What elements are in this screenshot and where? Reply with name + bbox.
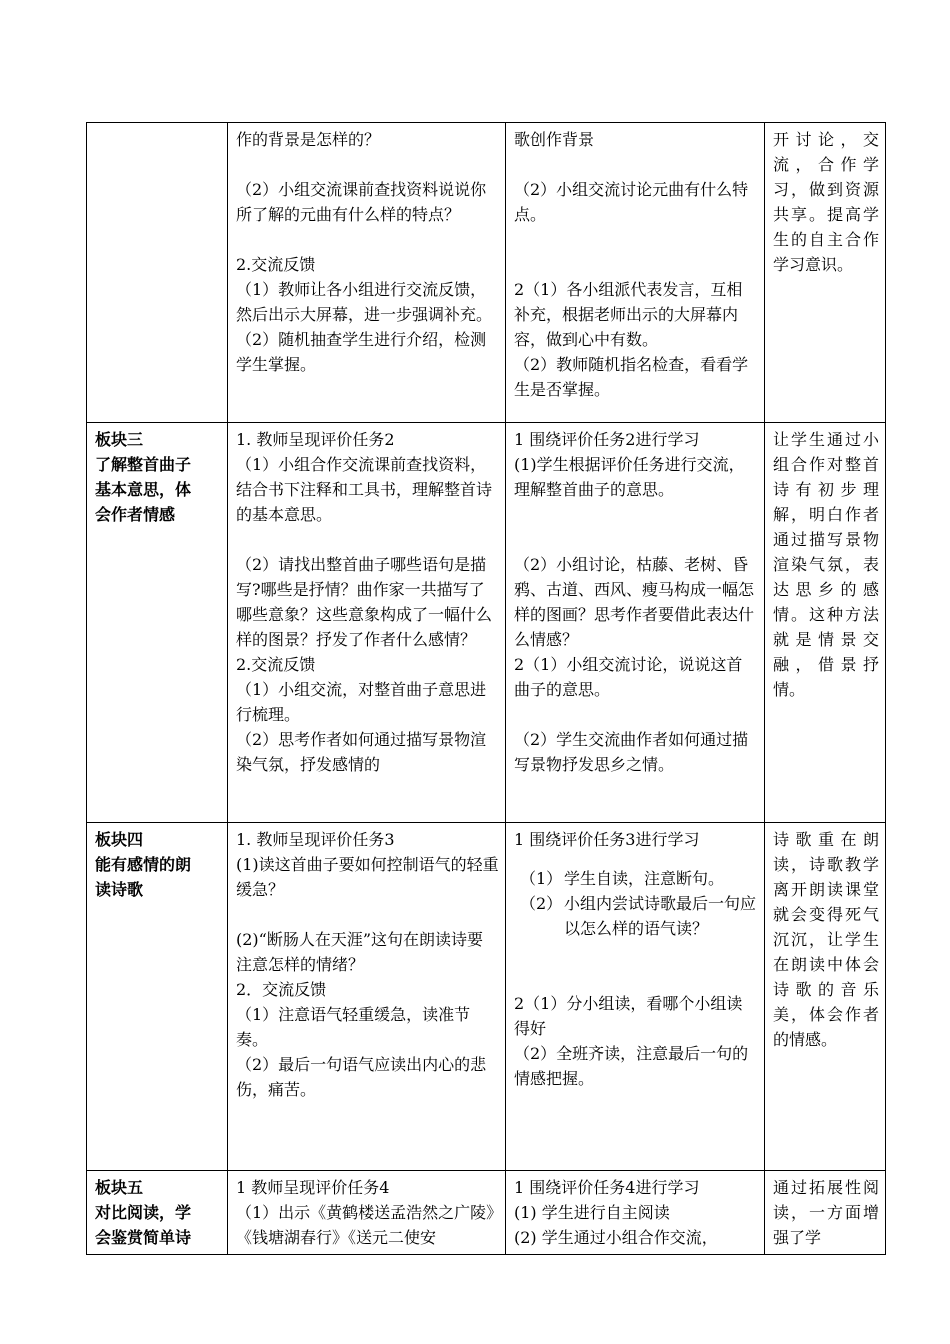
teacher-activity-cell: 1. 教师呈现评价任务2 （1）小组合作交流课前查找资料，结合书下注释和工具书，理解整首诗的基本意思。 （2）请找出整首曲子哪些语句是描写?哪些是抒情？曲作家一共描写了哪些意象？这些意象构成了一幅什么样的图景？抒发了作者什么感情？ 2.交流反馈 （1）小组交流，对整首曲子意思进行梳理。 （2）思考作者如何通过描写景物渲染气氛，抒发感情的 (228, 423, 506, 823)
design-intent-cell: 开讨论，交流，合作学习，做到资源共享。提高学生的自主合作学习意识。 (765, 123, 886, 423)
section-cell (87, 123, 228, 423)
student-activity-cell: 1 围绕评价任务4进行学习 (1) 学生进行自主阅读 (2) 学生通过小组合作交流， (506, 1171, 765, 1255)
student-activity-cell: 歌创作背景 （2）小组交流讨论元曲有什么特点。 2（1）各小组派代表发言，互相补充，根据老师出示的大屏幕内容，做到心中有数。 （2）教师随机指名检查，看看学生是否掌握。 (506, 123, 765, 423)
student-activity-cell: 1 围绕评价任务3进行学习 （1） 学生自读，注意断句。 （2） 小组内尝试诗歌最后一句应以怎么样的语气读？ 2（1）分小组读，看哪个小组读得好 （2）全班齐读，注意最后一句的情感把握。 (506, 823, 765, 1171)
list-item: （1） 学生自读，注意断句。 (520, 869, 725, 888)
table-row (87, 823, 886, 1171)
lesson-plan-table (86, 122, 886, 1255)
section-title-cell: 板块五 对比阅读，学 会鉴赏简单诗 (87, 1171, 228, 1255)
design-intent-cell: 让学生通过小组合作对整首诗有初步理解，明白作者通过描写景物渲染气氛，表达思乡的感情。这种方法就是情景交融，借景抒情。 (765, 423, 886, 823)
design-intent-cell: 通过拓展性阅读，一方面增强了学 (765, 1171, 886, 1255)
teacher-activity-cell: 作的背景是怎样的？ （2）小组交流课前查找资料说说你所了解的元曲有什么样的特点？ 2.交流反馈 （1）教师让各小组进行交流反馈，然后出示大屏幕，进一步强调补充。 （2）随机抽查学生进行介绍，检测学生掌握。 (228, 123, 506, 423)
student-activity-cell: 1 围绕评价任务2进行学习 (1)学生根据评价任务进行交流，理解整首曲子的意思。 （2）小组讨论，枯藤、老树、昏鸦、古道、西风、瘦马构成一幅怎样的图画？思考作者要借此表达什么情感？ 2（1）小组交流讨论，说说这首曲子的意思。 （2）学生交流曲作者如何通过描写景物抒发思乡之情。 (506, 423, 765, 823)
section-title-cell: 板块四 能有感情的朗 读诗歌 (87, 823, 228, 1171)
section-title-cell: 板块三 了解整首曲子 基本意思，体 会作者情感 (87, 423, 228, 823)
table-row (87, 423, 886, 823)
table-row (87, 123, 886, 423)
teacher-activity-cell: 1 教师呈现评价任务4 （1）出示《黄鹤楼送孟浩然之广陵》《钱塘湖春行》《送元二使安 (228, 1171, 506, 1255)
table-row (87, 1171, 886, 1255)
list-item: （2） 小组内尝试诗歌最后一句应以怎么样的语气读？ (520, 894, 757, 938)
teacher-activity-cell: 1. 教师呈现评价任务3 (1)读这首曲子要如何控制语气的轻重缓急？ (2)“断肠人在天涯”这句在朗读诗要注意怎样的情绪？ 2．交流反馈 （1）注意语气轻重缓急，读准节奏。 （2）最后一句语气应读出内心的悲伤，痛苦。 (228, 823, 506, 1171)
design-intent-cell: 诗歌重在朗读，诗歌教学离开朗读课堂就会变得死气沉沉，让学生在朗读中体会诗歌的音乐美，体会作者的情感。 (765, 823, 886, 1171)
